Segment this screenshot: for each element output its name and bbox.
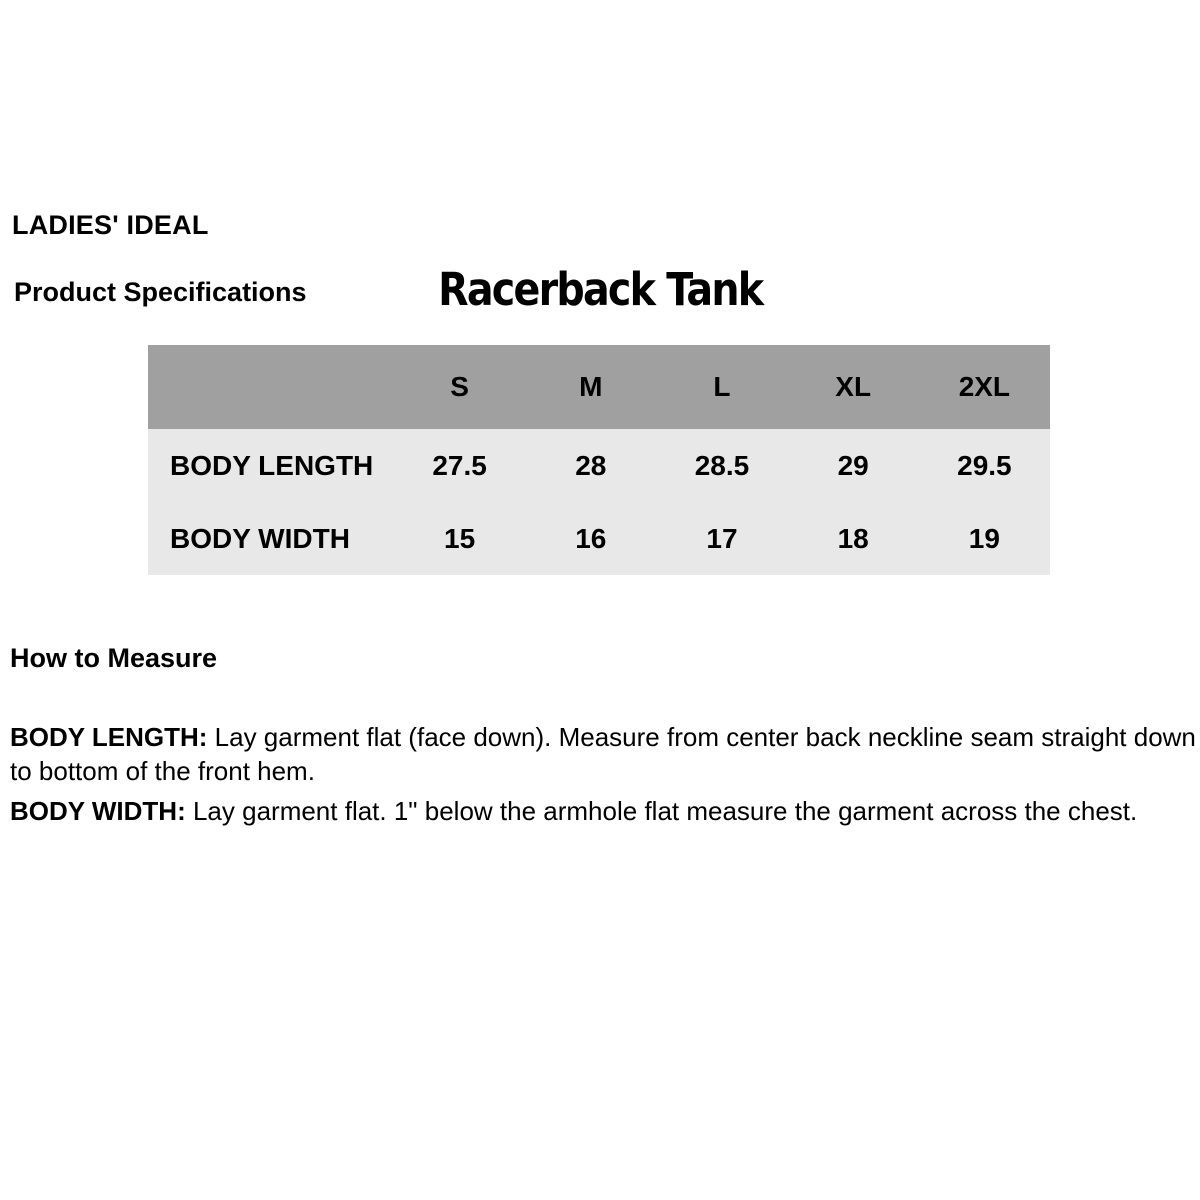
cell-value: 16	[575, 522, 607, 554]
cell-value: 28.5	[694, 449, 750, 481]
cell-value: 29.5	[957, 449, 1012, 481]
measure-description: Lay garment flat (face down). Measure from center back neckline seam straight down to bottom of the front hem.	[10, 722, 1196, 786]
table-row-body-width	[148, 502, 1050, 575]
size-col-header-l: L	[713, 371, 731, 402]
row-label: BODY LENGTH	[170, 449, 374, 481]
size-col-header-s: S	[450, 371, 469, 402]
cell-value: 28	[575, 449, 607, 481]
brand-heading: LADIES' IDEAL	[12, 210, 209, 240]
measure-instruction-body-width	[10, 794, 1196, 828]
size-chart-header-row	[148, 345, 1050, 429]
table-row-body-length	[148, 429, 1050, 502]
row-label: BODY WIDTH	[170, 522, 350, 554]
size-chart-table	[148, 345, 1050, 575]
measure-term: BODY WIDTH:	[10, 796, 186, 826]
cell-value: 19	[968, 522, 1000, 554]
cell-value: 15	[444, 522, 476, 554]
size-chart-corner-cell	[148, 345, 394, 429]
measure-instruction-body-length	[10, 720, 1196, 788]
product-title: Racerback Tank	[438, 263, 763, 316]
measure-instructions	[10, 720, 1196, 834]
measure-term: BODY LENGTH:	[10, 722, 208, 752]
size-col-header-2xl: 2XL	[958, 371, 1011, 402]
measure-description: Lay garment flat. 1" below the armhole flat measure the garment across the chest.	[192, 796, 1138, 826]
section-subtitle: Product Specifications	[14, 277, 307, 307]
size-col-header-xl: XL	[835, 371, 872, 402]
cell-value: 27.5	[432, 449, 487, 481]
cell-value: 17	[706, 522, 738, 554]
how-to-measure-heading: How to Measure	[10, 643, 218, 673]
size-col-header-m: M	[579, 371, 603, 402]
cell-value: 29	[837, 449, 869, 481]
cell-value: 18	[837, 522, 869, 554]
